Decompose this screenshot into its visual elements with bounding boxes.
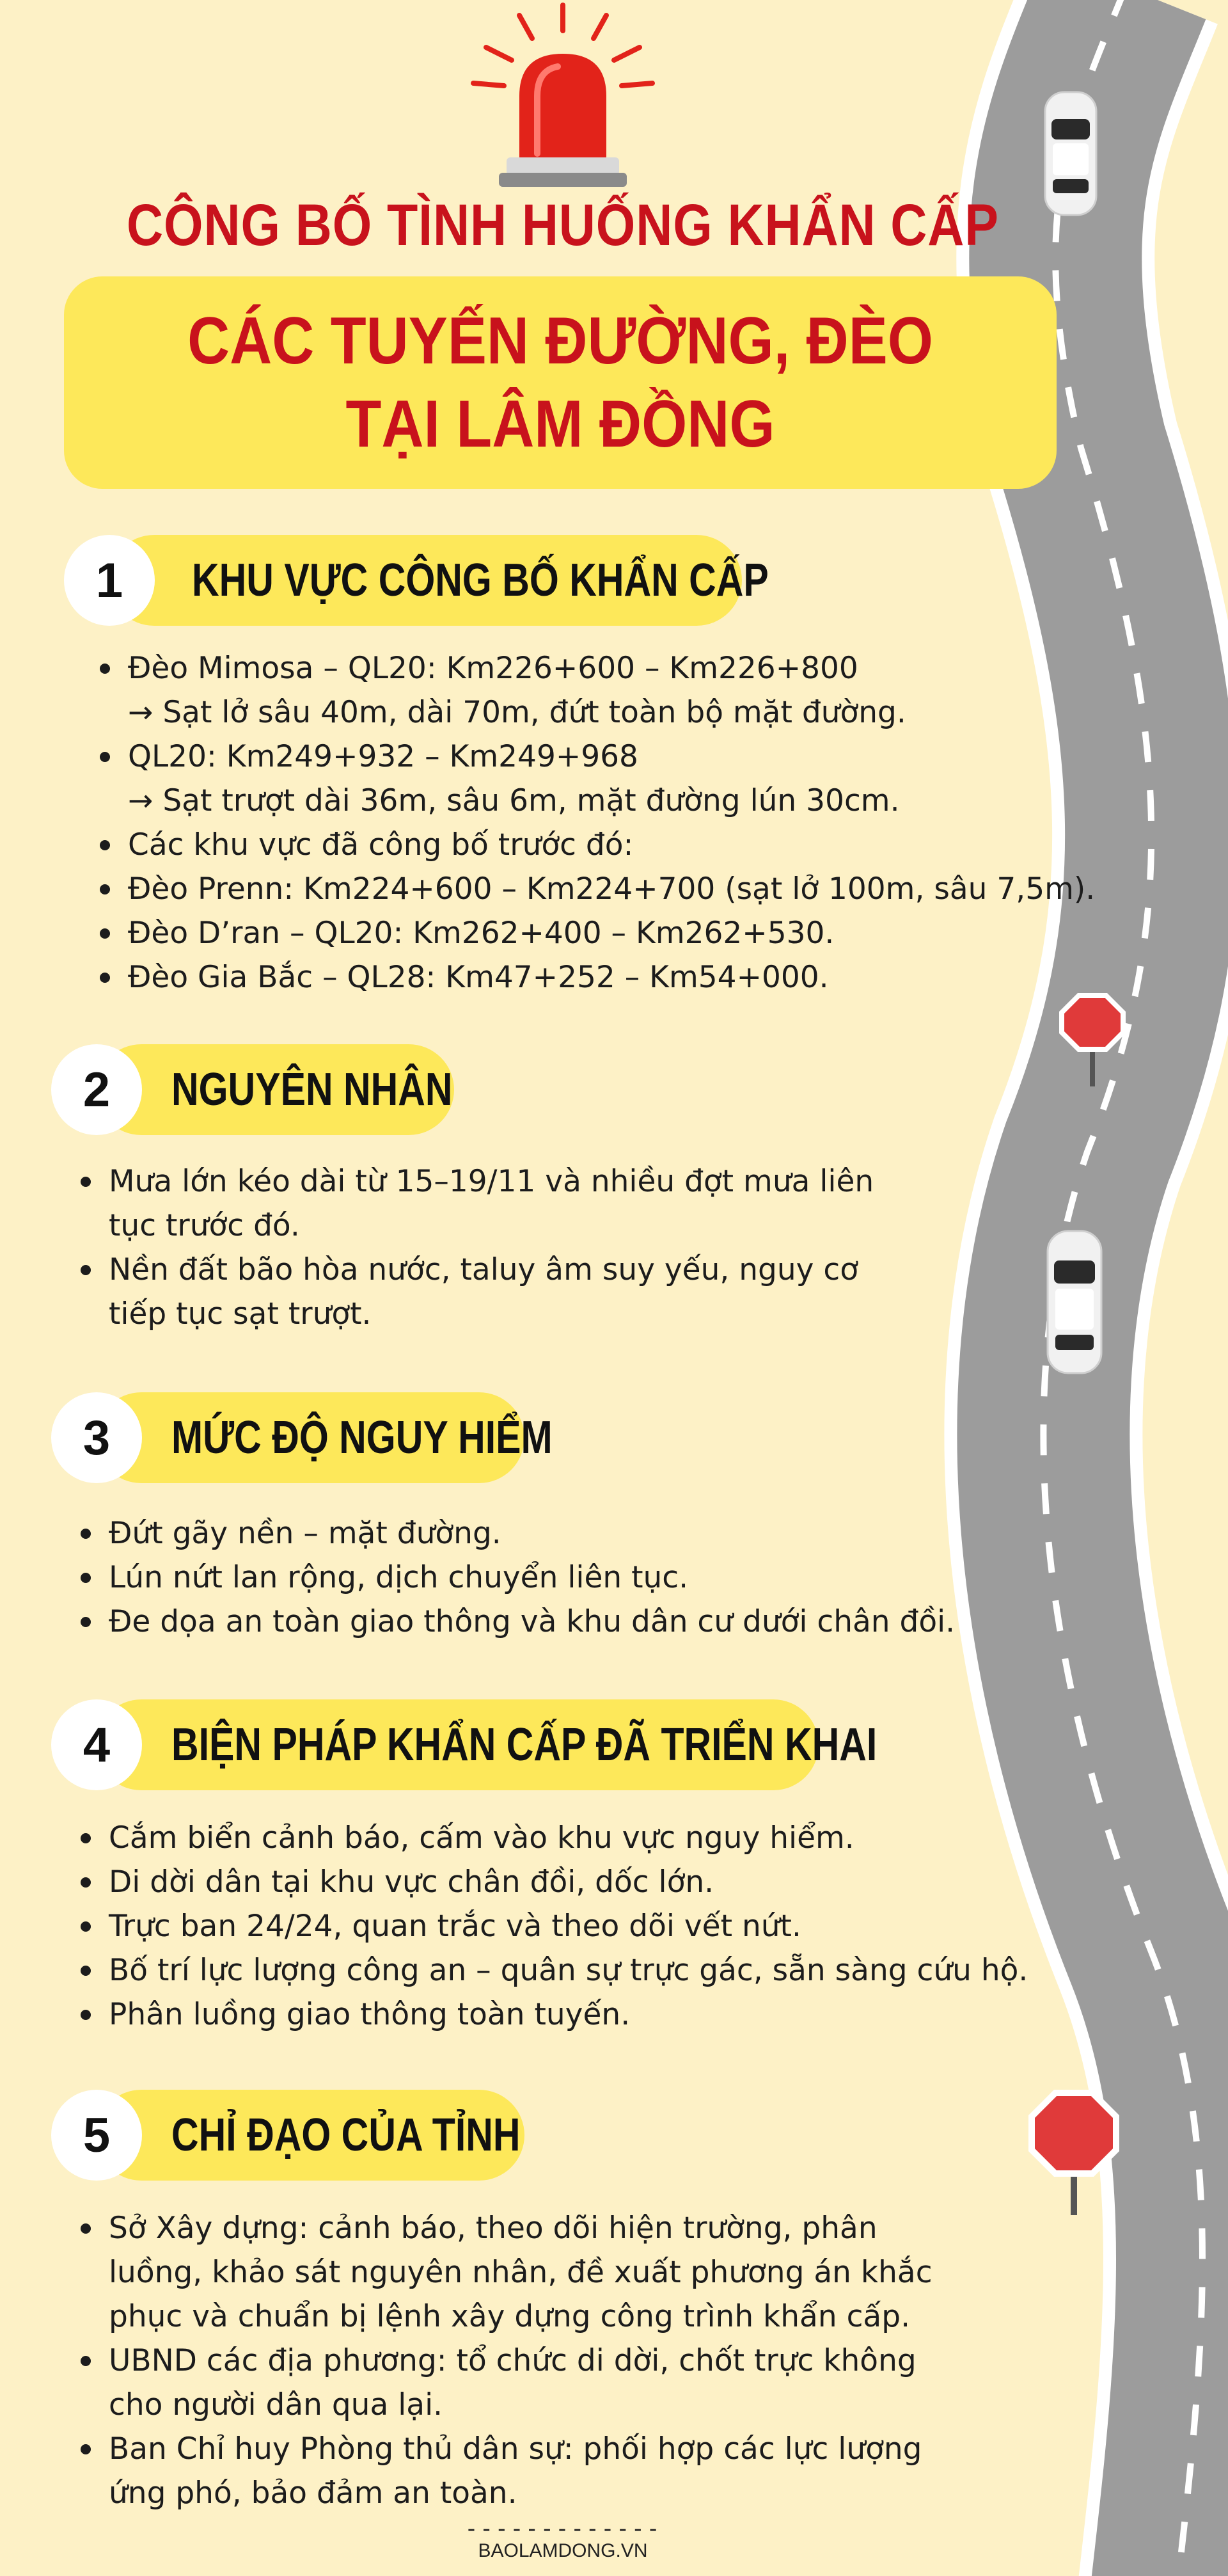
list-item: Bố trí lực lượng công an – quân sự trực gác, sẵn sàng cứu hộ.	[75, 1948, 1099, 1992]
main-title-line-1: CÁC TUYẾN ĐƯỜNG, ĐÈO	[187, 304, 933, 378]
section-4-header	[51, 1699, 878, 1790]
section-number: 3	[51, 1392, 142, 1483]
section-number: 4	[51, 1699, 142, 1790]
main-title-box	[64, 276, 1057, 489]
section-title: KHU VỰC CÔNG BỐ KHẨN CẤP	[192, 555, 769, 606]
list-item: Ban Chỉ huy Phòng thủ dân sự: phối hợp các lực lượng ứng phó, bảo đảm an toàn.	[75, 2427, 1022, 2515]
section-number: 5	[51, 2090, 142, 2181]
section-title: NGUYÊN NHÂN	[171, 1064, 453, 1115]
car-icon	[1041, 90, 1100, 218]
section-number: 2	[51, 1044, 142, 1135]
siren-icon	[448, 0, 678, 192]
section-1-header	[64, 535, 769, 626]
section-5-header	[51, 2090, 524, 2181]
kicker-title: CÔNG BỐ TÌNH HUỐNG KHẨN CẤP	[127, 193, 999, 258]
section-title: MỨC ĐỘ NGUY HIỂM	[171, 1412, 553, 1463]
section-1-list	[95, 646, 1131, 999]
list-item: Đèo Mimosa – QL20: Km226+600 – Km226+800 → Sạt lở sâu 40m, dài 70m, đứt toàn bộ mặt đường.	[95, 646, 1131, 735]
footer-source: BAOLAMDONG.VN	[478, 2540, 648, 2561]
list-item: UBND các địa phương: tổ chức di dời, chốt trực không cho người dân qua lại.	[75, 2339, 1022, 2427]
list-item: Đe dọa an toàn giao thông và khu dân cư dưới chân đồi.	[75, 1600, 1073, 1644]
list-item: Trực ban 24/24, quan trắc và theo dõi vết nứt.	[75, 1904, 1099, 1948]
list-item: Lún nứt lan rộng, dịch chuyển liên tục.	[75, 1555, 1073, 1600]
section-2-header	[51, 1044, 454, 1135]
section-4-list	[75, 1816, 1099, 2037]
section-3-list	[75, 1511, 1073, 1644]
footer-divider: -------------	[464, 2516, 661, 2542]
section-title: BIỆN PHÁP KHẨN CẤP ĐÃ TRIỂN KHAI	[171, 1719, 878, 1770]
list-item: Di dời dân tại khu vực chân đồi, dốc lớn.	[75, 1860, 1099, 1904]
list-item: Cắm biển cảnh báo, cấm vào khu vực nguy hiểm.	[75, 1816, 1099, 1860]
list-item: Đèo D’ran – QL20: Km262+400 – Km262+530.	[95, 911, 1131, 955]
section-2-list	[75, 1159, 971, 1336]
list-item: Đèo Gia Bắc – QL28: Km47+252 – Km54+000.	[95, 955, 1131, 999]
list-item: Sở Xây dựng: cảnh báo, theo dõi hiện trường, phân luồng, khảo sát nguyên nhân, đề xuất phương án khắc phục và chuẩn bị lệnh xây dựng công trình khẩn cấp.	[75, 2206, 1022, 2339]
list-item: Nền đất bão hòa nước, taluy âm suy yếu, nguy cơ tiếp tục sạt trượt.	[75, 1248, 971, 1336]
section-number: 1	[64, 535, 155, 626]
stop-sign-icon	[1057, 990, 1128, 1086]
list-item: Phân luồng giao thông toàn tuyến.	[75, 1992, 1099, 2037]
car-icon	[1044, 1228, 1105, 1376]
list-item: Đứt gãy nền – mặt đường.	[75, 1511, 1073, 1555]
list-item: QL20: Km249+932 – Km249+968 → Sạt trượt dài 36m, sâu 6m, mặt đường lún 30cm.	[95, 735, 1131, 823]
section-5-list	[75, 2206, 1022, 2515]
section-title: CHỈ ĐẠO CỦA TỈNH	[171, 2110, 521, 2161]
stop-sign-icon	[1026, 2087, 1122, 2215]
main-title-line-2: TẠI LÂM ĐỒNG	[345, 387, 775, 461]
list-item: Mưa lớn kéo dài từ 15–19/11 và nhiều đợt mưa liên tục trước đó.	[75, 1159, 971, 1248]
section-3-header	[51, 1392, 553, 1483]
list-item: Các khu vực đã công bố trước đó:	[95, 823, 1131, 867]
list-item: Đèo Prenn: Km224+600 – Km224+700 (sạt lở 100m, sâu 7,5m).	[95, 867, 1131, 911]
